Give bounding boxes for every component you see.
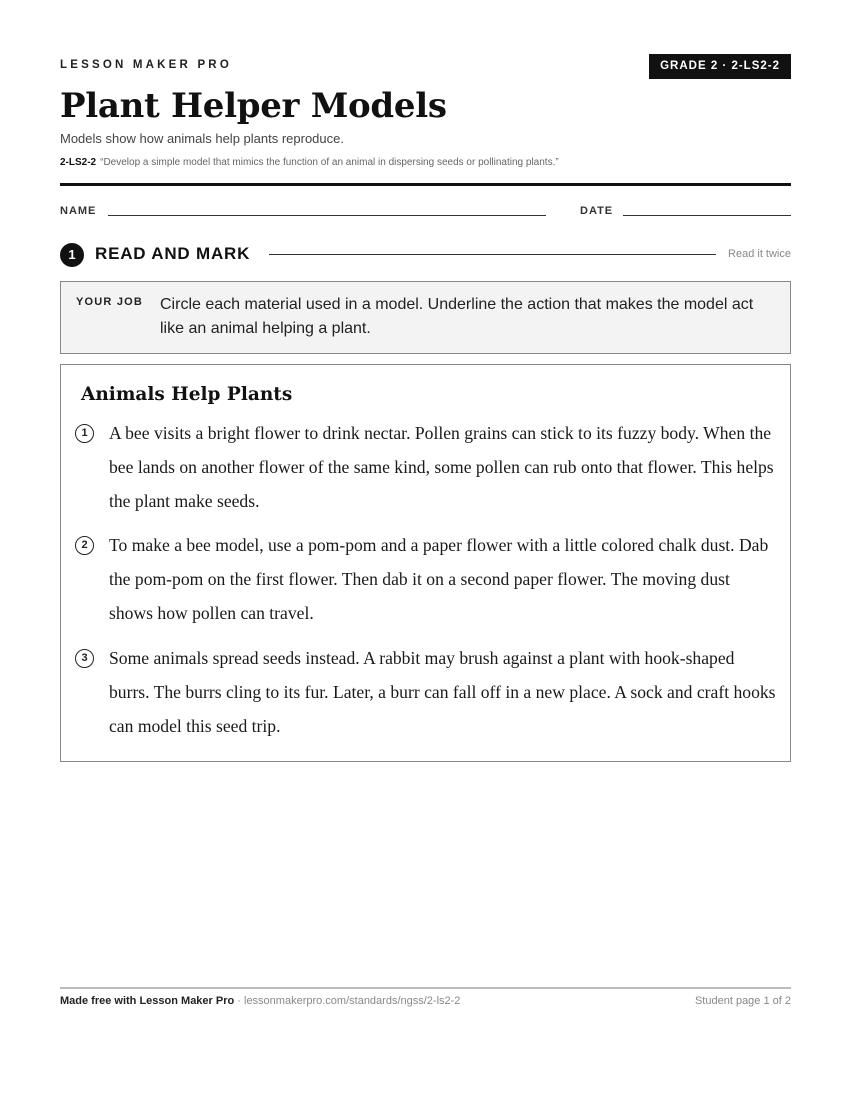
footer-url[interactable]: · lessonmakerpro.com/standards/ngss/2-ls2-2 <box>234 995 461 1007</box>
page-number: Student page 1 of 2 <box>694 995 791 1007</box>
page-title: Plant Helper Models <box>60 86 447 126</box>
footer-made-with: Made free with Lesson Maker Pro <box>60 995 235 1007</box>
grade-badge: GRADE 2 · 2-LS2-2 <box>649 54 791 79</box>
paragraph-number-badge: 1 <box>75 424 94 443</box>
standard-text: “Develop a simple model that mimics the function of an animal in dispersing seeds or pollinating plants.” <box>100 157 559 168</box>
job-instructions-box <box>60 281 791 354</box>
section-note: Read it twice <box>728 248 791 260</box>
page-subtitle: Models show how animals help plants reproduce. <box>60 131 344 146</box>
date-field[interactable] <box>623 215 791 216</box>
section-number-badge: 1 <box>60 243 84 267</box>
name-label: NAME <box>60 205 97 217</box>
footer-divider <box>60 987 791 989</box>
paragraph-number-badge: 3 <box>75 649 94 668</box>
footer-credit <box>60 995 460 1007</box>
paragraph-text: To make a bee model, use a pom-pom and a paper flower with a little colored chalk dust. Dab the pom-pom on the first flower. Then dab it on a second paper flower. The moving dust shows how pollen can travel. <box>109 535 769 623</box>
section-divider <box>269 254 716 255</box>
section-header <box>60 242 791 266</box>
header-divider <box>60 183 791 186</box>
date-label: DATE <box>580 205 614 217</box>
passage-title: Animals Help Plants <box>81 384 293 405</box>
brand-name: LESSON MAKER PRO <box>60 59 232 71</box>
name-field[interactable] <box>108 215 546 216</box>
section-title: READ AND MARK <box>95 244 251 263</box>
paragraph-text: A bee visits a bright flower to drink nectar. Pollen grains can stick to its fuzzy body. When the bee lands on another flower of the same kind, some pollen can rub onto that flower. This helps the plant make seeds. <box>109 423 774 511</box>
paragraph-number-badge: 2 <box>75 536 94 555</box>
name-date-row <box>60 205 791 221</box>
job-text: Circle each material used in a model. Underline the action that makes the model act like an animal helping a plant. <box>160 296 754 337</box>
reading-passage <box>60 364 791 762</box>
paragraph-text: Some animals spread seeds instead. A rabbit may brush against a plant with hook-shaped burrs. The burrs cling to its fur. Later, a burr can fall off in a new place. A sock and craft hooks can model this seed trip. <box>109 648 776 736</box>
worksheet-page <box>60 0 791 1100</box>
standard-statement <box>60 157 559 168</box>
standard-code: 2-LS2-2 <box>60 157 97 168</box>
job-label: YOUR JOB <box>76 296 144 308</box>
